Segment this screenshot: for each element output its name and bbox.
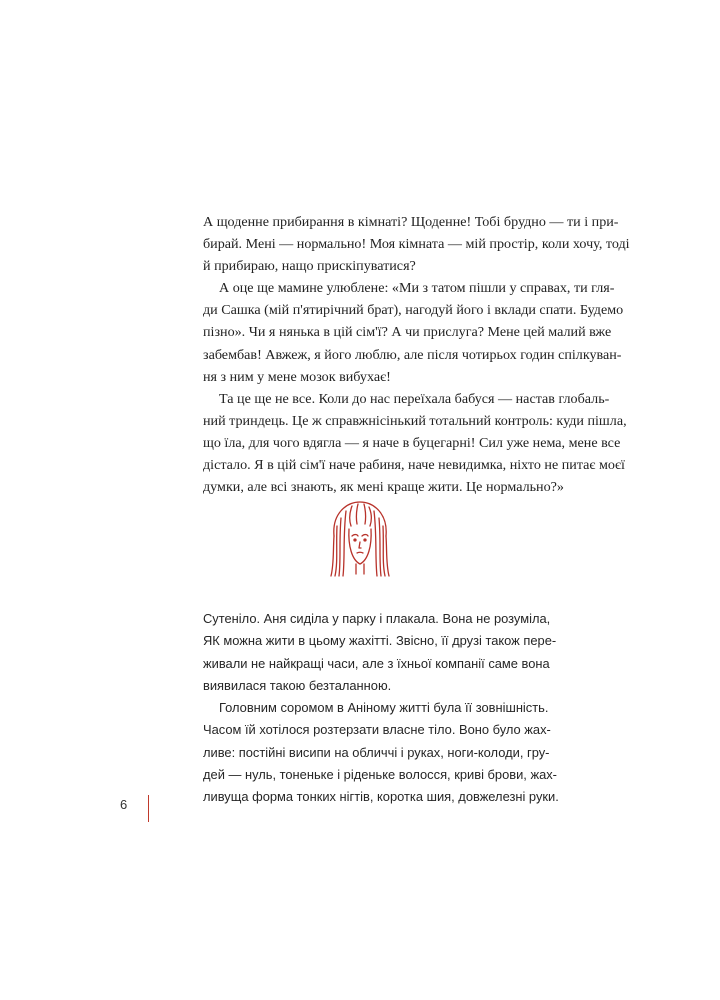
text-line: й прибираю, нащо прискіпуватися? [203, 258, 416, 275]
text-line: ливуща форма тонких нігтів, коротка шия, довжелезні руки. [203, 789, 559, 805]
text-line: Та це ще не все. Коли до нас переїхала бабуся — настав глобаль- [219, 390, 610, 407]
text-line: ЯК можна жити в цьому жахітті. Звісно, її друзі також пере- [203, 633, 557, 649]
text-line: ливе: постійні висипи на обличчі і руках, ноги-колоди, гру- [203, 744, 550, 760]
text-line: ди Сашка (мій п'ятирічний брат), нагодуй його і вклади спати. Будемо [203, 302, 624, 319]
text-line: бирай. Мені — нормально! Моя кімната — мій простір, коли хочу, тоді [203, 236, 630, 253]
text-line: Головним соромом в Аніному житті була її зовнішність. [219, 700, 549, 716]
page-number: 6 [120, 797, 128, 812]
text-line: Сутеніло. Аня сиділа у парку і плакала. Вона не розуміла, [203, 611, 551, 626]
text-line: ний триндець. Це ж справжнісінький тотальний контроль: куди пішла, [203, 412, 627, 429]
body-text-section-1 [203, 211, 630, 498]
text-line: думки, але всі знають, як мені краще жити. Це нормально?» [203, 479, 564, 496]
text-line: забембав! Авжеж, я його люблю, але після чотирьох годин спілкуван- [203, 346, 622, 363]
text-line: що їла, для чого вдягла — я наче в буцегарні! Сил уже нема, мене все [203, 434, 621, 451]
text-line: живали не найкращі часи, але з їхньої компанії саме вона [203, 655, 550, 671]
text-line: дей — нуль, тоненьке і ріденьке волосся, криві брови, жах- [203, 767, 557, 783]
text-line: пізно». Чи я нянька в цій сім'ї? А чи прислуга? Мене цей малий вже [203, 324, 612, 341]
text-line: А щоденне прибирання в кімнаті? Щоденне! Тобі брудно — ти і при- [203, 214, 619, 230]
text-line: виявилася такою безталанною. [203, 677, 392, 693]
text-line: ня з ним у мене мозок вибухає! [203, 368, 391, 385]
page-number-rule [148, 795, 149, 822]
girl-face-illustration [322, 496, 398, 578]
body-text-section-2 [203, 608, 559, 809]
text-line: А оце ще мамине улюблене: «Ми з татом пішли у справах, ти гля- [219, 280, 615, 297]
text-line: дістало. Я в цій сім'ї наче рабиня, наче невидимка, ніхто не питає моєї [203, 457, 625, 474]
text-line: Часом їй хотілося розтерзати власне тіло. Воно було жах- [203, 722, 551, 738]
